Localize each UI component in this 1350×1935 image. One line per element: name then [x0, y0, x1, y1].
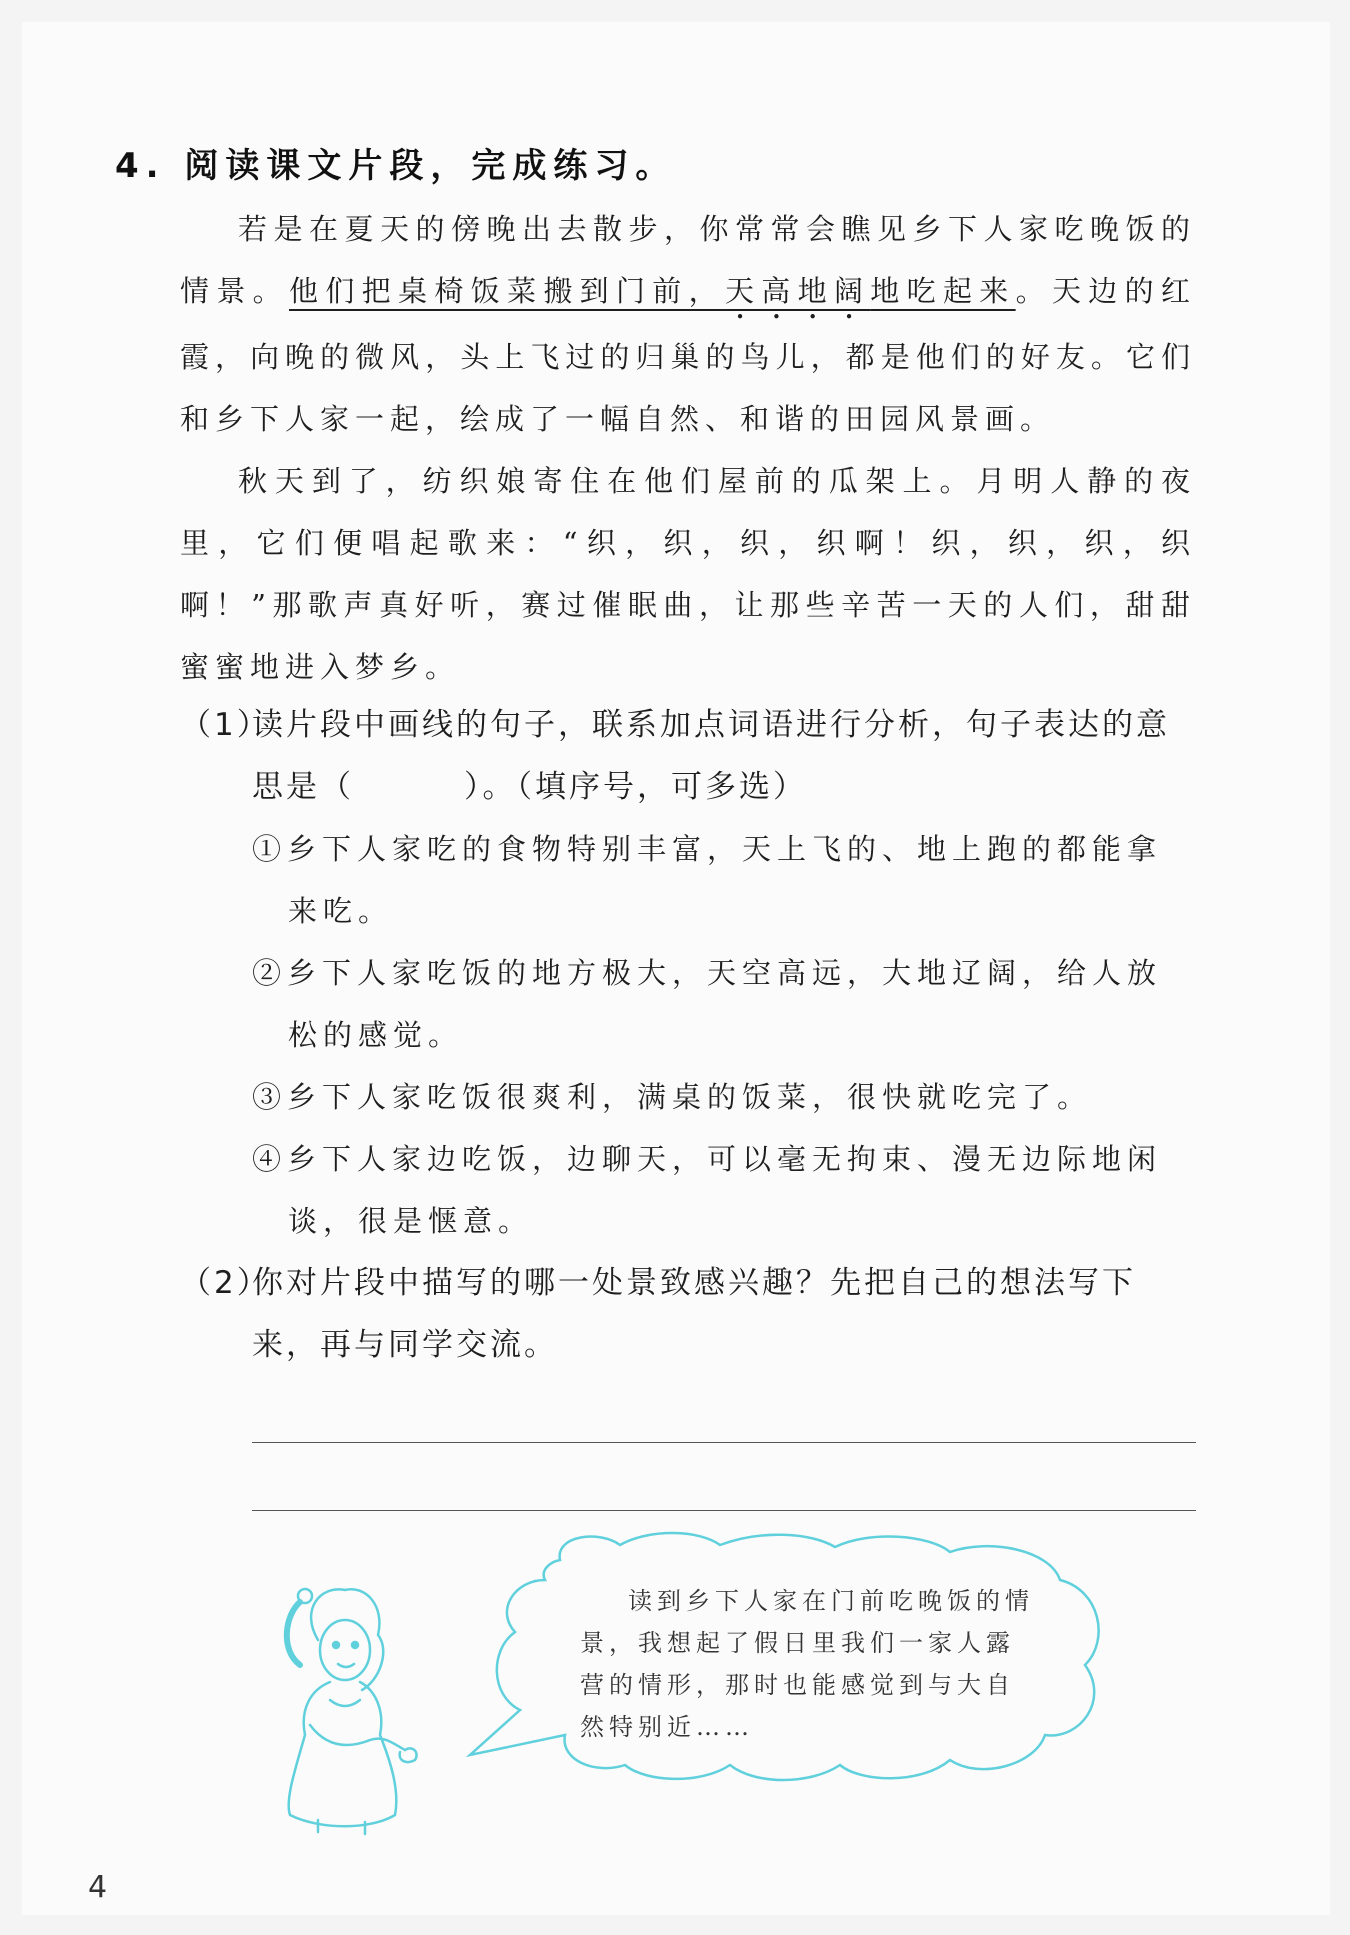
girl-icon: [287, 1589, 417, 1834]
passage-paragraph-1: 若是在夏天的傍晚出去散步，你常常会瞧见乡下人家吃晚饭的情景。他们把桌椅饭菜搬到门前，天高地阔地吃起来。天边的红霞，向晚的微风，头上飞过的归巢的鸟儿，都是他们的好友。它们和乡下人家一起，绘成了一幅自然、和谐的田园风景画。: [180, 212, 1196, 436]
question-number: （1）: [180, 707, 271, 743]
question-number: （2）: [180, 1265, 271, 1301]
question-1: （1） 读片段中画线的句子，联系加点词语进行分析，句子表达的意思是（ ）。（填序号，可多选）: [180, 694, 1196, 818]
question-2: （2） 你对片段中描写的哪一处景致感兴趣？先把自己的想法写下来，再与同学交流。: [180, 1252, 1196, 1376]
option-3: ③乡下人家吃饭很爽利，满桌的饭菜，很快就吃完了。: [252, 1080, 1093, 1114]
underlined-sentence: 他们把桌椅饭菜搬到门前，天高地阔地吃起来: [289, 274, 1016, 308]
passage-paragraph-2: 秋天到了，纺织娘寄住在他们屋前的瓜架上。月明人静的夜里，它们便唱起歌来：“织，织，织，织啊！织，织，织，织啊！”那歌声真好听，赛过催眠曲，让那些辛苦一天的人们，甜甜蜜蜜地进入梦乡。: [180, 464, 1196, 684]
speech-bubble-text: 读到乡下人家在门前吃晚饭的情景，我想起了假日里我们一家人露营的情形，那时也能感觉到与大自然特别近……: [580, 1587, 1034, 1741]
option-2: ②乡下人家吃饭的地方极大，天空高远，大地辽阔，给人放松的感觉。: [252, 956, 1163, 1052]
dotted-phrase: 天高地阔: [724, 274, 871, 308]
option-4: ④乡下人家边吃饭，边聊天，可以毫无拘束、漫无边际地闲谈，很是惬意。: [252, 1142, 1163, 1238]
option-1: ①乡下人家吃的食物特别丰富，天上飞的、地上跑的都能拿来吃。: [252, 832, 1163, 928]
page-number: 4: [88, 1870, 108, 1905]
exercise-title: 4. 阅读课文片段，完成练习。: [115, 146, 677, 186]
